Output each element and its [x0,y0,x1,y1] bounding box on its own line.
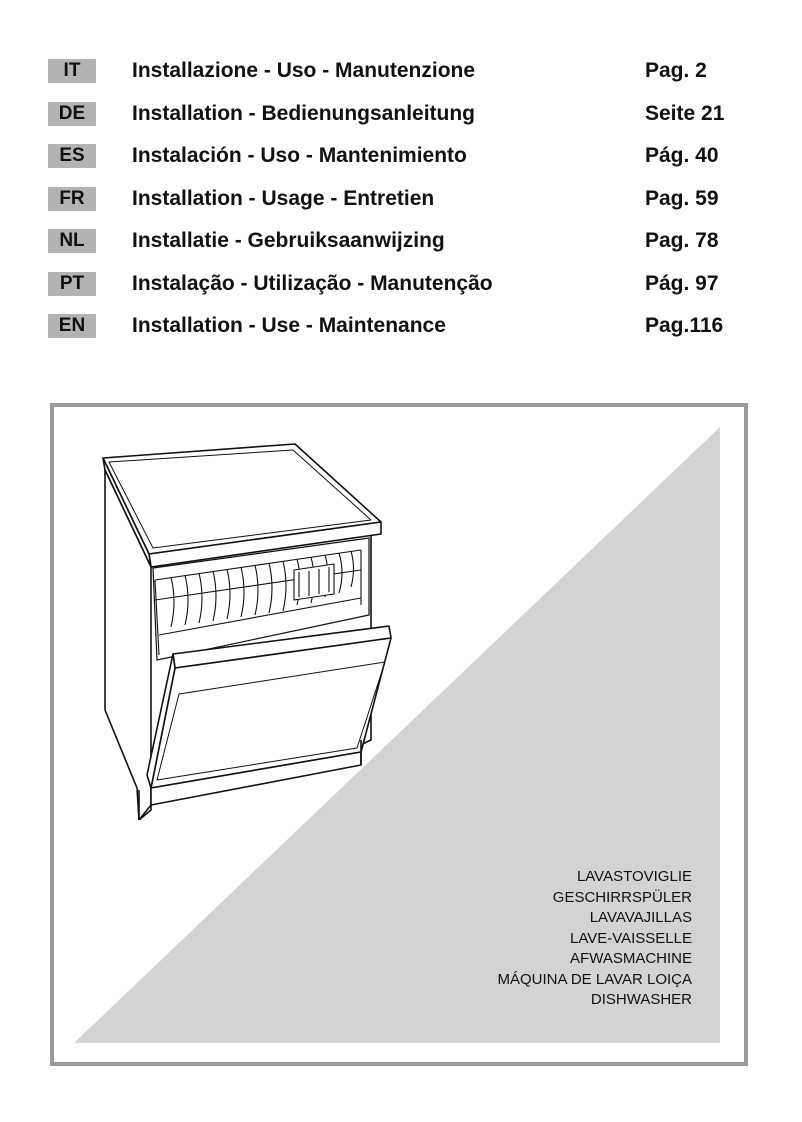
language-row-de[interactable] [0,100,802,130]
language-page-ref: Pag. 59 [645,187,719,210]
language-code-badge: DE [48,102,96,126]
product-name: LAVE-VAISSELLE [569,929,692,947]
language-page-ref: Pág. 97 [645,272,719,295]
language-row-pt[interactable] [0,270,802,300]
language-section-title: Installation - Use - Maintenance [132,314,446,337]
language-section-title: Installation - Usage - Entretien [132,187,435,210]
language-page-ref: Pag.116 [645,314,724,337]
product-name: MÁQUINA DE LAVAR LOIÇA [497,970,692,988]
language-code-badge: PT [48,272,96,296]
language-section-title: Installatie - Gebruiksaanwijzing [132,229,445,252]
language-page-ref: Pag. 2 [645,59,707,82]
language-row-en[interactable] [0,312,802,342]
language-code-badge: ES [48,144,96,168]
language-row-es[interactable] [0,142,802,172]
language-row-nl[interactable] [0,227,802,257]
language-page-ref: Seite 21 [645,102,725,125]
language-section-title: Instalación - Uso - Mantenimiento [132,144,467,167]
product-name: LAVASTOVIGLIE [576,868,692,885]
product-name: AFWASMACHINE [570,950,692,967]
language-code-badge: IT [48,59,96,83]
language-page-ref: Pag. 78 [645,229,719,252]
language-page-ref: Pág. 40 [645,144,719,167]
language-row-fr[interactable] [0,185,802,215]
language-section-title: Installation - Bedienungsanleitung [132,102,476,125]
language-code-badge: FR [48,187,96,211]
language-code-badge: NL [48,229,96,253]
cover-frame [50,403,748,1066]
product-name: DISHWASHER [590,991,692,1008]
language-code-badge: EN [48,314,96,338]
dishwasher-illustration-icon [99,440,439,820]
language-section-title: Installazione - Uso - Manutenzione [132,59,476,82]
product-name: LAVAVAJILLAS [589,909,692,926]
language-section-title: Instalação - Utilização - Manutenção [132,272,493,295]
product-name: GESCHIRRSPÜLER [552,888,692,906]
product-names-list [498,867,693,1011]
language-row-it[interactable] [0,57,802,87]
